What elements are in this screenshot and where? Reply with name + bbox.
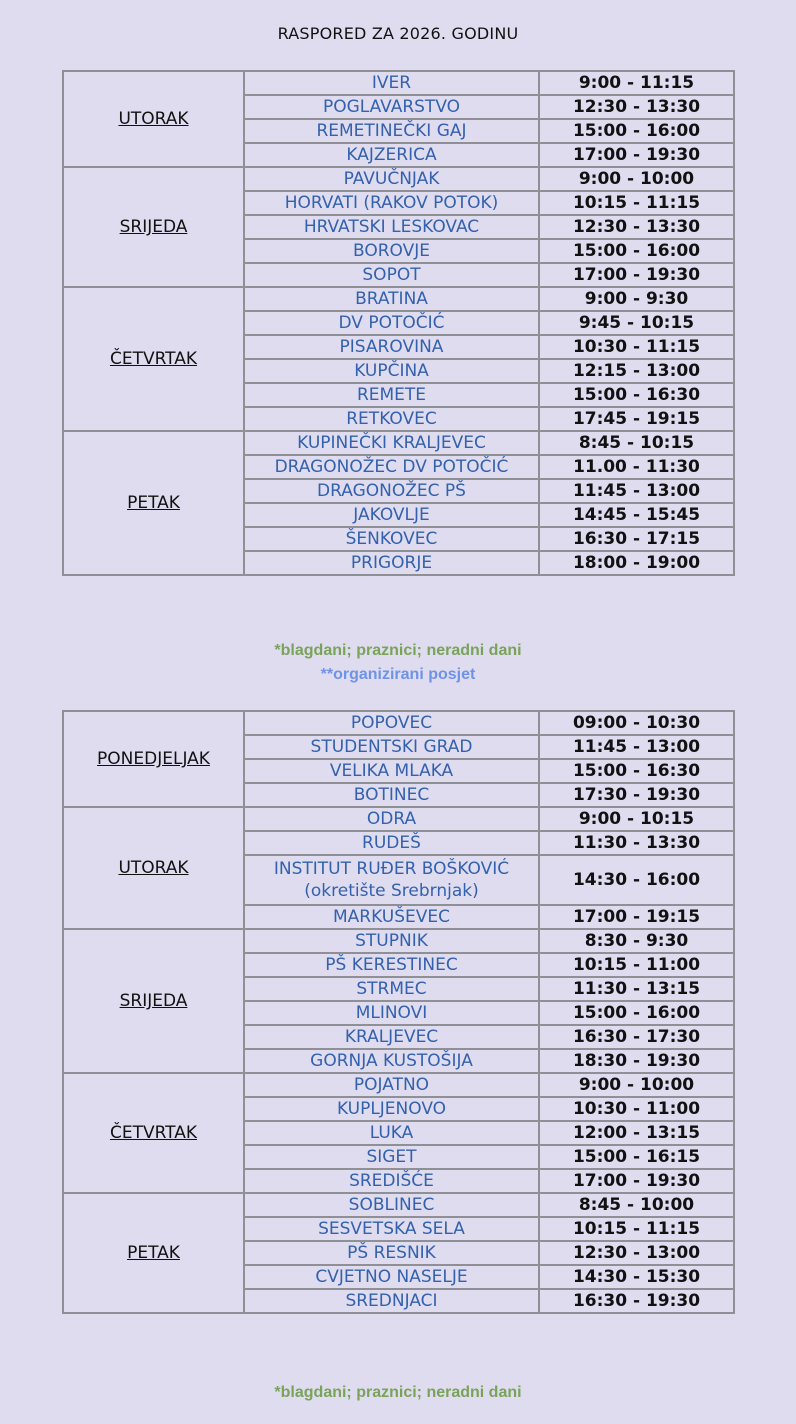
location-cell: HORVATI (RAKOV POTOK) xyxy=(244,191,539,215)
location-cell xyxy=(244,855,539,905)
day-cell: PETAK xyxy=(63,1193,244,1313)
time-cell: 9:00 - 9:30 xyxy=(539,287,734,311)
location-cell: PŠ RESNIK xyxy=(244,1241,539,1265)
time-cell: 12:30 - 13:30 xyxy=(539,215,734,239)
table-row xyxy=(63,929,734,953)
time-cell: 15:00 - 16:30 xyxy=(539,383,734,407)
time-cell: 10:30 - 11:00 xyxy=(539,1097,734,1121)
location-cell: POJATNO xyxy=(244,1073,539,1097)
table-row xyxy=(63,1073,734,1097)
time-cell: 11:30 - 13:30 xyxy=(539,831,734,855)
page-title: RASPORED ZA 2026. GODINU xyxy=(277,24,519,43)
location-note: (okretište Srebrnjak) xyxy=(304,881,479,901)
location-cell: REMETINEČKI GAJ xyxy=(244,119,539,143)
location-cell: KAJZERICA xyxy=(244,143,539,167)
location-cell: BRATINA xyxy=(244,287,539,311)
time-cell: 17:00 - 19:30 xyxy=(539,1169,734,1193)
time-cell: 17:00 - 19:15 xyxy=(539,905,734,929)
location-cell: REMETE xyxy=(244,383,539,407)
day-cell: UTORAK xyxy=(63,71,244,167)
location-name: INSTITUT RUĐER BOŠKOVIĆ xyxy=(273,859,510,879)
time-cell: 17:30 - 19:30 xyxy=(539,783,734,807)
table-row xyxy=(63,287,734,311)
time-cell: 10:15 - 11:15 xyxy=(539,1217,734,1241)
schedule-table-1 xyxy=(62,70,735,576)
location-cell: PISAROVINA xyxy=(244,335,539,359)
time-cell: 10:15 - 11:00 xyxy=(539,953,734,977)
table-row xyxy=(63,1193,734,1217)
location-cell: MARKUŠEVEC xyxy=(244,905,539,929)
location-cell: LUKA xyxy=(244,1121,539,1145)
location-cell: SREDNJACI xyxy=(244,1289,539,1313)
organized-visit-note: **organizirani posjet xyxy=(320,666,476,683)
time-cell: 9:00 - 10:00 xyxy=(539,1073,734,1097)
time-cell: 9:45 - 10:15 xyxy=(539,311,734,335)
time-cell: 11:45 - 13:00 xyxy=(539,479,734,503)
time-cell: 12:15 - 13:00 xyxy=(539,359,734,383)
location-cell: STUPNIK xyxy=(244,929,539,953)
time-cell: 15:00 - 16:00 xyxy=(539,239,734,263)
day-cell: PONEDJELJAK xyxy=(63,711,244,807)
time-cell: 8:30 - 9:30 xyxy=(539,929,734,953)
time-cell: 16:30 - 17:30 xyxy=(539,1025,734,1049)
location-cell: PAVUČNJAK xyxy=(244,167,539,191)
location-cell: SREDIŠĆE xyxy=(244,1169,539,1193)
table-row xyxy=(63,71,734,95)
location-cell: SESVETSKA SELA xyxy=(244,1217,539,1241)
time-cell: 11.00 - 11:30 xyxy=(539,455,734,479)
time-cell: 10:15 - 11:15 xyxy=(539,191,734,215)
location-cell: KUPČINA xyxy=(244,359,539,383)
table-row xyxy=(63,807,734,831)
time-cell: 18:30 - 19:30 xyxy=(539,1049,734,1073)
table-row xyxy=(63,431,734,455)
time-cell: 17:00 - 19:30 xyxy=(539,143,734,167)
time-cell: 17:00 - 19:30 xyxy=(539,263,734,287)
time-cell: 11:45 - 13:00 xyxy=(539,735,734,759)
location-cell: KUPINEČKI KRALJEVEC xyxy=(244,431,539,455)
table-row xyxy=(63,711,734,735)
location-cell: RETKOVEC xyxy=(244,407,539,431)
location-cell: STRMEC xyxy=(244,977,539,1001)
time-cell: 15:00 - 16:00 xyxy=(539,1001,734,1025)
location-cell: RUDEŠ xyxy=(244,831,539,855)
table-row xyxy=(63,167,734,191)
time-cell: 16:30 - 19:30 xyxy=(539,1289,734,1313)
location-cell: SOBLINEC xyxy=(244,1193,539,1217)
time-cell: 15:00 - 16:00 xyxy=(539,119,734,143)
location-cell: MLINOVI xyxy=(244,1001,539,1025)
time-cell: 12:00 - 13:15 xyxy=(539,1121,734,1145)
location-cell: HRVATSKI LESKOVAC xyxy=(244,215,539,239)
day-cell: UTORAK xyxy=(63,807,244,929)
time-cell: 15:00 - 16:30 xyxy=(539,759,734,783)
location-cell: VELIKA MLAKA xyxy=(244,759,539,783)
location-cell: GORNJA KUSTOŠIJA xyxy=(244,1049,539,1073)
location-cell: KRALJEVEC xyxy=(244,1025,539,1049)
time-cell: 9:00 - 10:15 xyxy=(539,807,734,831)
location-cell: BOTINEC xyxy=(244,783,539,807)
location-cell: JAKOVLJE xyxy=(244,503,539,527)
time-cell: 12:30 - 13:30 xyxy=(539,95,734,119)
location-cell: IVER xyxy=(244,71,539,95)
day-cell: ČETVRTAK xyxy=(63,1073,244,1193)
location-cell: PŠ KERESTINEC xyxy=(244,953,539,977)
time-cell: 8:45 - 10:00 xyxy=(539,1193,734,1217)
time-cell: 14:30 - 15:30 xyxy=(539,1265,734,1289)
time-cell: 17:45 - 19:15 xyxy=(539,407,734,431)
location-cell: POPOVEC xyxy=(244,711,539,735)
schedule-table-2 xyxy=(62,710,735,1314)
location-cell: SOPOT xyxy=(244,263,539,287)
time-cell: 14:30 - 16:00 xyxy=(539,855,734,905)
location-cell: ODRA xyxy=(244,807,539,831)
time-cell: 11:30 - 13:15 xyxy=(539,977,734,1001)
location-cell: ŠENKOVEC xyxy=(244,527,539,551)
time-cell: 9:00 - 11:15 xyxy=(539,71,734,95)
location-cell: DV POTOČIĆ xyxy=(244,311,539,335)
location-cell: PRIGORJE xyxy=(244,551,539,575)
location-cell: KUPLJENOVO xyxy=(244,1097,539,1121)
time-cell: 15:00 - 16:15 xyxy=(539,1145,734,1169)
location-cell: POGLAVARSTVO xyxy=(244,95,539,119)
location-cell: DRAGONOŽEC PŠ xyxy=(244,479,539,503)
time-cell: 10:30 - 11:15 xyxy=(539,335,734,359)
time-cell: 9:00 - 10:00 xyxy=(539,167,734,191)
day-cell: PETAK xyxy=(63,431,244,575)
location-cell: SIGET xyxy=(244,1145,539,1169)
day-cell: ČETVRTAK xyxy=(63,287,244,431)
time-cell: 12:30 - 13:00 xyxy=(539,1241,734,1265)
time-cell: 18:00 - 19:00 xyxy=(539,551,734,575)
time-cell: 16:30 - 17:15 xyxy=(539,527,734,551)
holidays-note: *blagdani; praznici; neradni dani xyxy=(274,642,522,659)
location-cell: STUDENTSKI GRAD xyxy=(244,735,539,759)
day-cell: SRIJEDA xyxy=(63,167,244,287)
location-cell: BOROVJE xyxy=(244,239,539,263)
time-cell: 8:45 - 10:15 xyxy=(539,431,734,455)
location-cell: DRAGONOŽEC DV POTOČIĆ xyxy=(244,455,539,479)
time-cell: 09:00 - 10:30 xyxy=(539,711,734,735)
holidays-note-2: *blagdani; praznici; neradni dani xyxy=(274,1384,522,1401)
location-cell: CVJETNO NASELJE xyxy=(244,1265,539,1289)
time-cell: 14:45 - 15:45 xyxy=(539,503,734,527)
day-cell: SRIJEDA xyxy=(63,929,244,1073)
